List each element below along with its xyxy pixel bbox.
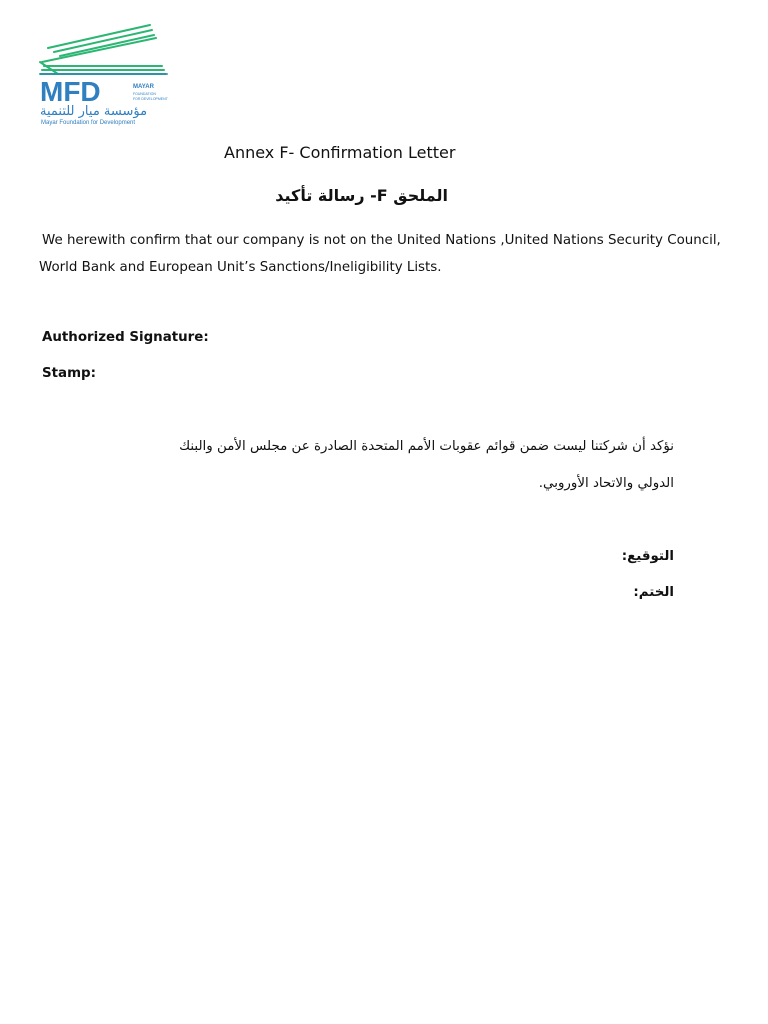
confirmation-paragraph-arabic-line2: الدولي والاتحاد الأوروبي. (538, 476, 674, 491)
logo-arabic-name: مؤسسة ميار للتنمية (40, 104, 148, 119)
signature-label-arabic: التوقيع: (621, 549, 674, 564)
logo-acronym: MFD (40, 76, 101, 107)
mayar-foundation-logo (38, 22, 172, 128)
title-arabic: الملحق F- رسالة تأكيد (275, 186, 448, 205)
confirmation-paragraph-arabic-line1: نؤكد أن شركتنا ليست ضمن قوائم عقوبات الأمم المتحدة الصادرة عن مجلس الأمن والبنك (179, 439, 674, 454)
confirmation-paragraph-english: We herewith confirm that our company is not on the United Nations ,United Nations Security Council, World Bank and European Unit’s Sanctions/Ineligibility Lists. (39, 233, 721, 275)
logo-english-name: Mayar Foundation for Development (41, 120, 136, 126)
stamp-label: Stamp: (42, 366, 96, 381)
authorized-signature-label: Authorized Signature: (42, 330, 209, 345)
logo-name-line1: MAYAR (133, 84, 154, 90)
title-english: Annex F- Confirmation Letter (224, 143, 456, 162)
logo-lines-icon (38, 22, 172, 82)
logo-name-line3: FOR DEVELOPMENT (133, 97, 168, 101)
logo-name-line2: FOUNDATION (133, 92, 156, 96)
stamp-label-arabic: الختم: (633, 585, 674, 600)
